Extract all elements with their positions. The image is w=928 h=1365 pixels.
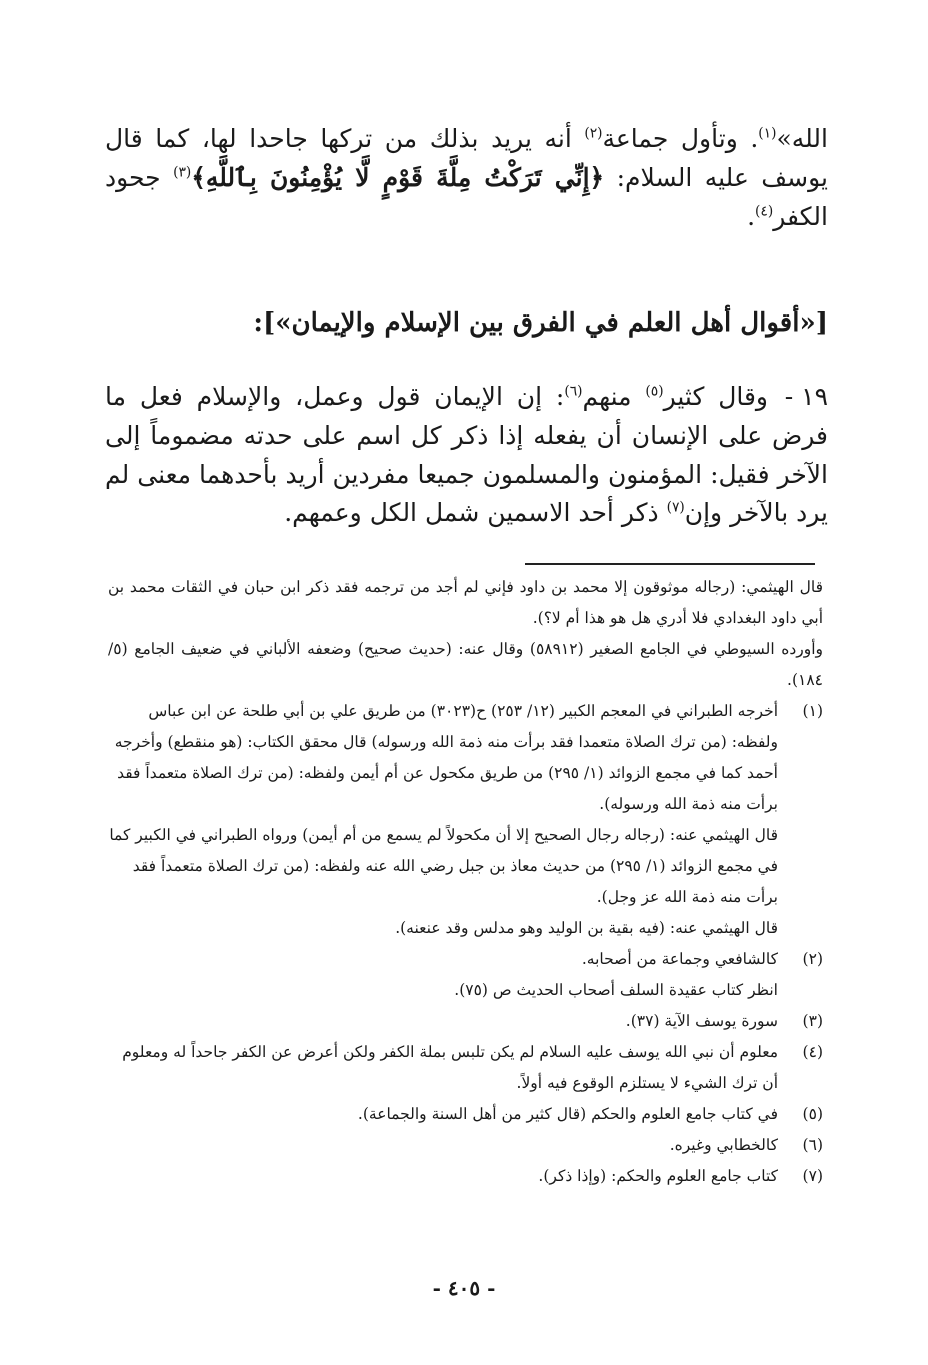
main-text-block [105, 120, 828, 236]
text-segment: منهم [582, 382, 646, 411]
text-segment: ذكر أحد الاسمين شمل الكل وعمهم. [284, 498, 667, 528]
footnote-text: كالخطابي وغيره. [669, 1136, 778, 1154]
footnote-ref-3: (٣) [173, 164, 192, 181]
footnote-separator [525, 563, 815, 565]
footnote-continued-1: قال الهيثمي: (رجاله موثوقون إلا محمد بن داود فإني لم أجد من ترجمه فقد ذكر ابن حبان في الثقات محمد بن أبي داود البغدادي فلا أدري هل هو هذا أم لا؟). [108, 578, 823, 627]
footnote-text: أخرجه الطبراني في المعجم الكبير (١٢/ ٢٥٣) ح(٣٠٢٣) من طريق علي بن أبي طلحة عن ابن عباس ولفظه: (من ترك الصلاة متعمدا فقد برأت منه ذمة الله ورسوله) قال محقق الكتاب: (هو منقطع) وأخرجه أحمد كما في مجمع الزوائد (١/ ٢٩٥) من طريق مكحول عن أم أيمن ولفظه: (من ترك الصلاة متعمداً فقد برأت منه ذمة الله ورسوله). [114, 702, 778, 813]
quran-verse: ﴿إِنِّي تَرَكْتُ مِلَّةَ قَوْمٍ لَّا يُؤْمِنُونَ بِٱللَّهِ﴾ [191, 162, 605, 192]
footnote-body [108, 1130, 778, 1161]
section-heading: [«أقوال أهل العلم في الفرق بين الإسلام والإيمان»]: [253, 308, 828, 338]
footnote-number: (١) [802, 702, 823, 720]
footnote-number: (٢) [802, 950, 823, 968]
footnote-text: قال الهيثمي عنه: (رجاله رجال الصحيح إلا أن مكحولاً لم يسمع من أم أيمن) ورواه الطبراني في الكبير كما في مجمع الزوائد (١/ ٢٩٥) من حديث معاذ بن جبل رضي الله عنه ولفظه: (من ترك الصلاة متعمداً فقد برأت منه ذمة الله عز وجل). [109, 826, 778, 906]
footnote-text: سورة يوسف الآية (٣٧). [625, 1012, 778, 1030]
footnote-body [108, 1006, 778, 1037]
footnote-ref-7: (٧) [666, 499, 685, 516]
footnote-body [108, 1161, 778, 1192]
footnote-ref-1: (١) [758, 125, 777, 142]
footnote-continued-2: وأورده السيوطي في الجامع الصغير (٥٨٩١٢) وقال عنه: (حديث صحيح) وضعفه الألباني في ضعيف الجامع (٥/ ١٨٤). [108, 640, 824, 689]
text-segment: جحود الكفر [105, 162, 828, 231]
footnote-text: قال الهيثمي عنه: (فيه بقية بن الوليد وهو مدلس وقد عنعنه). [395, 919, 778, 937]
footnote-number: (٧) [802, 1167, 823, 1185]
text-segment: أنه يريد بذلك من تركها جاحدا لها، كما قال يوسف عليه السلام: [105, 124, 828, 192]
text-segment: الله» [776, 124, 828, 153]
footnote-text: كالشافعي وجماعة من أصحابه. [581, 950, 778, 968]
footnote-1 [108, 696, 823, 944]
footnote-body [108, 1099, 778, 1130]
footnote-ref-6: (٦) [564, 383, 583, 400]
footnote-2 [108, 944, 823, 1006]
footnote-7 [108, 1161, 823, 1192]
footnote-text: كتاب جامع العلوم والحكم: (وإذا ذكر). [538, 1167, 778, 1185]
footnote-ref-5: (٥) [645, 383, 664, 400]
footnote-text: معلوم أن نبي الله يوسف عليه السلام لم يكن تلبس بملة الكفر ولكن أعرض عن الكفر جاحداً له ومعلوم أن ترك الشيء لا يستلزم الوقوع فيه أولاً. [122, 1043, 778, 1092]
paragraph-number: ١٩ - [784, 382, 829, 411]
footnote-6 [108, 1130, 823, 1161]
paragraph-19 [105, 378, 828, 533]
text-segment: وقال كثير [663, 382, 769, 411]
footnotes-block [108, 572, 823, 1192]
footnote-number: (٦) [802, 1136, 823, 1154]
footnote-text: انظر كتاب عقيدة السلف أصحاب الحديث ص (٧٥). [454, 981, 778, 999]
footnote-3 [108, 1006, 823, 1037]
footnote-text: في كتاب جامع العلوم والحكم (قال كثير من أهل السنة والجماعة). [357, 1105, 778, 1123]
page-number: - ٤٠٥ - [432, 1276, 496, 1300]
footnote-5 [108, 1099, 823, 1130]
footnote-body [108, 696, 778, 944]
text-segment: : إن الإيمان قول وعمل، والإسلام فعل ما فرض على الإنسان أن يفعله إذا ذكر كل اسم على حدته مضموماً إلى الآخر فقيل: المؤمنون والمسلمون جميعا مفردين أريد بأحدهما معنى لم يرد بالآخر وإن [105, 382, 828, 528]
footnote-ref-2: (٢) [584, 125, 603, 142]
text-segment: . [747, 201, 756, 231]
footnote-number: (٥) [802, 1105, 823, 1123]
footnote-body [108, 944, 778, 1006]
text-segment: . وتأول جماعة [602, 124, 759, 153]
footnote-body [108, 1037, 778, 1099]
footnote-number: (٣) [802, 1012, 823, 1030]
opening-paragraph [105, 120, 828, 236]
footnote-4 [108, 1037, 823, 1099]
footnote-ref-4: (٤) [755, 203, 774, 220]
footnote-number: (٤) [802, 1043, 823, 1061]
